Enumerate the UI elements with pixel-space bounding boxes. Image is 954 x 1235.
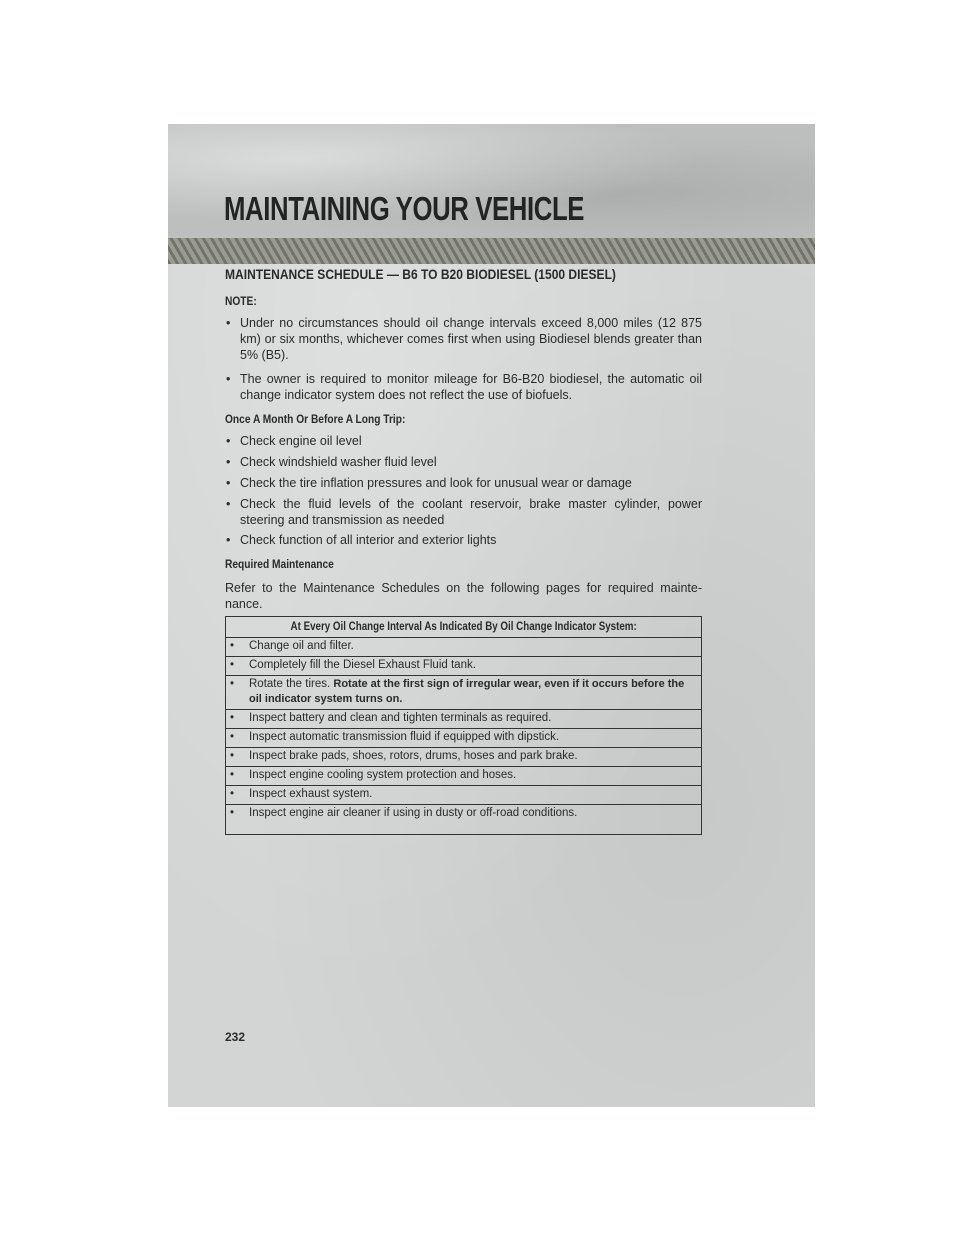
manual-page	[168, 124, 815, 1107]
table-row: • Inspect engine air cleaner if using in dusty or off-road conditions.	[226, 805, 702, 835]
monthly-item: • Check the tire inflation pressures and look for unusual wear or damage	[226, 476, 632, 490]
table-row: • Rotate the tires. Rotate at the first sign of irregular wear, even if it occurs before the oil indicator system turns on.	[226, 676, 702, 710]
bullet-icon: •	[226, 533, 231, 547]
bullet-icon: •	[230, 769, 235, 781]
table-row: • Inspect automatic transmission fluid if equipped with dipstick.	[226, 729, 702, 748]
page-header	[168, 124, 815, 238]
bullet-icon: •	[230, 731, 235, 743]
page-number: 232	[225, 1030, 246, 1044]
table-row: • Inspect engine cooling system protection and hoses.	[226, 767, 702, 786]
note-item: • Under no circumstances should oil change intervals exceed 8,000 miles (12 875 km) or six months, whichever comes first when using Biodiesel blends greater than 5% (B5).	[226, 316, 702, 362]
bold-instruction: Rotate at the first sign of irregular wear, even if it occurs before the oil indicator system turns on.	[249, 678, 685, 705]
bullet-icon: •	[230, 712, 235, 724]
table-row: • Inspect exhaust system.	[226, 786, 702, 805]
bullet-icon: •	[230, 788, 235, 800]
monthly-item: • Check function of all interior and exterior lights	[226, 533, 497, 547]
required-text: Refer to the Maintenance Schedules on the following pages for required mainte-nance.	[225, 581, 702, 611]
table-row: • Inspect brake pads, shoes, rotors, drums, hoses and park brake.	[226, 748, 702, 767]
maintenance-table	[225, 616, 702, 835]
monthly-item: • Check windshield washer fluid level	[226, 455, 437, 469]
bullet-icon: •	[226, 434, 231, 448]
table-header: At Every Oil Change Interval As Indicated By Oil Change Indicator System:	[226, 617, 702, 638]
bullet-icon: •	[230, 807, 235, 819]
bullet-icon: •	[230, 678, 235, 690]
bullet-icon: •	[226, 455, 231, 469]
bullet-icon: •	[226, 316, 231, 330]
note-label: NOTE:	[225, 294, 257, 308]
bullet-icon: •	[230, 659, 235, 671]
bullet-icon: •	[226, 476, 231, 490]
main-content	[225, 266, 702, 835]
monthly-item: • Check the fluid levels of the coolant reservoir, brake master cylinder, power steering and transmission as needed	[226, 497, 702, 527]
table-row: • Completely fill the Diesel Exhaust Fluid tank.	[226, 657, 702, 676]
monthly-label: Once A Month Or Before A Long Trip:	[225, 412, 406, 426]
bullet-icon: •	[226, 372, 231, 386]
monthly-item: • Check engine oil level	[226, 434, 362, 448]
table-row: • Change oil and filter.	[226, 638, 702, 657]
required-label: Required Maintenance	[225, 557, 334, 571]
header-texture-band	[168, 238, 815, 264]
bullet-icon: •	[226, 497, 231, 511]
bullet-icon: •	[230, 750, 235, 762]
section-title: MAINTENANCE SCHEDULE — B6 TO B20 BIODIESEL (1500 DIESEL)	[225, 266, 616, 282]
page-title: MAINTAINING YOUR VEHICLE	[224, 190, 585, 227]
note-item: • The owner is required to monitor mileage for B6-B20 biodiesel, the automatic oil change indicator system does not reflect the use of biofuels.	[226, 372, 702, 402]
table-row: • Inspect battery and clean and tighten terminals as required.	[226, 710, 702, 729]
bullet-icon: •	[230, 640, 235, 652]
